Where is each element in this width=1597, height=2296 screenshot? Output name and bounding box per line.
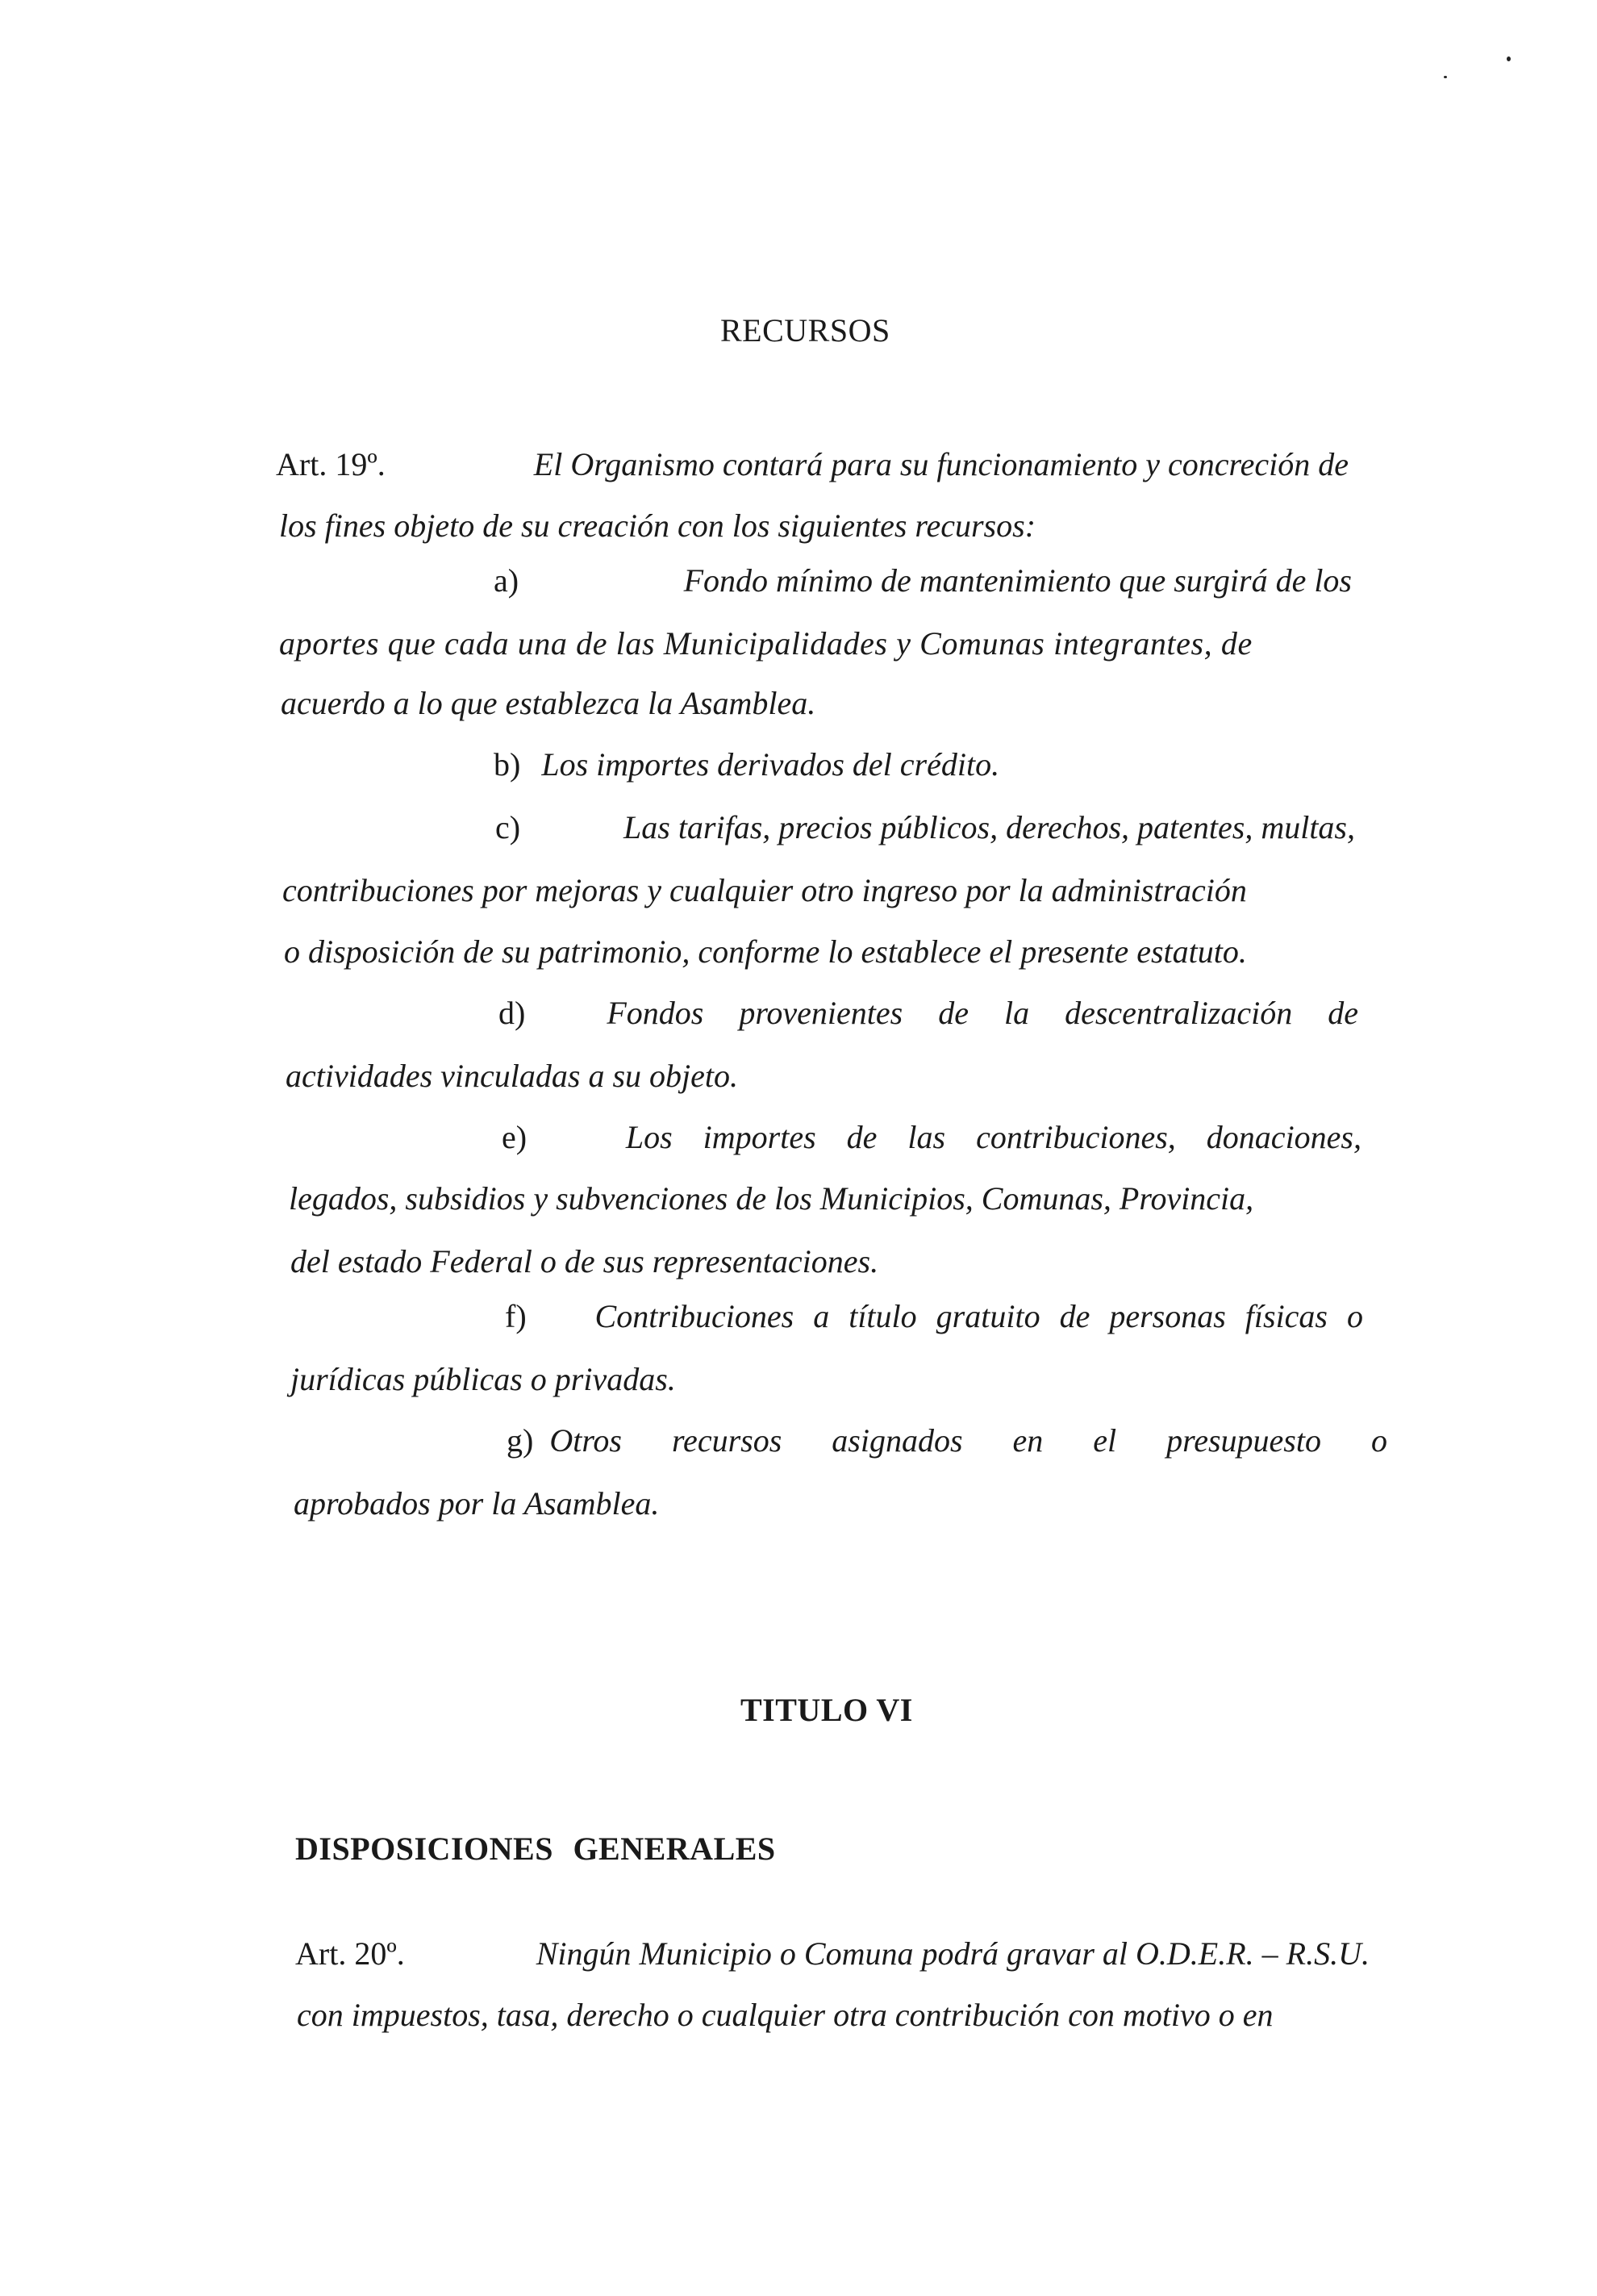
item-c-text-1: Las tarifas, precios públicos, derechos, patentes, multas, — [623, 809, 1355, 845]
item-e-line-3: del estado Federal o de sus representaciones. — [290, 1243, 879, 1279]
article-20-line-2: con impuestos, tasa, derecho o cualquier otra contribución con motivo o en — [297, 1997, 1274, 2033]
section-heading-recursos: RECURSOS — [720, 312, 890, 349]
item-e-line-2: legados, subsidios y subvenciones de los Municipios, Comunas, Provincia, — [289, 1180, 1254, 1217]
item-c-letter: c) — [495, 809, 521, 845]
scan-speck — [1507, 56, 1511, 61]
item-f-line-1 — [505, 1300, 1363, 1333]
section-heading-titulo-vi: TITULO VI — [740, 1692, 913, 1728]
article-19-intro-line-1: El Organismo contará para su funcionamiento y concreción de — [533, 446, 1349, 482]
item-b-letter: b) — [494, 746, 521, 783]
item-e-line-1 — [502, 1121, 1361, 1154]
item-b-line-1 — [494, 746, 1000, 783]
item-f-letter: f) — [505, 1298, 527, 1334]
article-19-label: Art. 19º. — [276, 446, 386, 482]
item-b-text-1: Los importes derivados del crédito. — [541, 746, 1000, 783]
item-c-line-2: contribuciones por mejoras y cualquier otro ingreso por la administración — [282, 872, 1247, 908]
item-a-line-2: aportes que cada una de las Municipalidades y Comunas integrantes, de — [279, 625, 1253, 662]
item-a-line-1 — [494, 562, 1352, 599]
scan-speck — [1444, 76, 1447, 78]
item-d-text-1: Fondos provenientes de la descentralización de — [607, 995, 1358, 1031]
article-20-label: Art. 20º. — [295, 1935, 405, 1972]
article-19-intro-line-2: los fines objeto de su creación con los siguientes recursos: — [279, 507, 1036, 544]
item-d-letter: d) — [498, 995, 526, 1031]
item-g-text-1: Otros recursos asignados en el presupuesto o — [549, 1422, 1387, 1459]
item-d-line-1 — [498, 997, 1358, 1029]
article-20-text-1: Ningún Municipio o Comuna podrá gravar al O.D.E.R. – R.S.U. — [536, 1935, 1370, 1972]
item-g-line-2: aprobados por la Asamblea. — [294, 1485, 660, 1522]
item-e-text-1: Los importes de las contribuciones, donaciones, — [625, 1119, 1361, 1155]
item-f-line-2: jurídicas públicas o privadas. — [290, 1361, 676, 1397]
item-f-text-1: Contribuciones a título gratuito de personas físicas o — [594, 1298, 1363, 1334]
section-heading-disposiciones-generales: DISPOSICIONES GENERALES — [295, 1831, 776, 1867]
item-g-letter: g) — [507, 1422, 534, 1459]
article-20-line-1 — [295, 1935, 1370, 1972]
article-19-line-1 — [276, 446, 1349, 482]
item-c-line-3: o disposición de su patrimonio, conforme lo establece el presente estatuto. — [284, 933, 1247, 970]
item-a-letter: a) — [494, 562, 519, 599]
item-c-line-1 — [495, 809, 1355, 845]
item-e-letter: e) — [502, 1119, 527, 1155]
item-d-line-2: actividades vinculadas a su objeto. — [286, 1058, 739, 1094]
item-a-line-3: acuerdo a lo que establezca la Asamblea. — [281, 685, 816, 721]
item-g-line-1 — [507, 1422, 1387, 1459]
item-a-text-1: Fondo mínimo de mantenimiento que surgirá de los — [683, 562, 1352, 599]
